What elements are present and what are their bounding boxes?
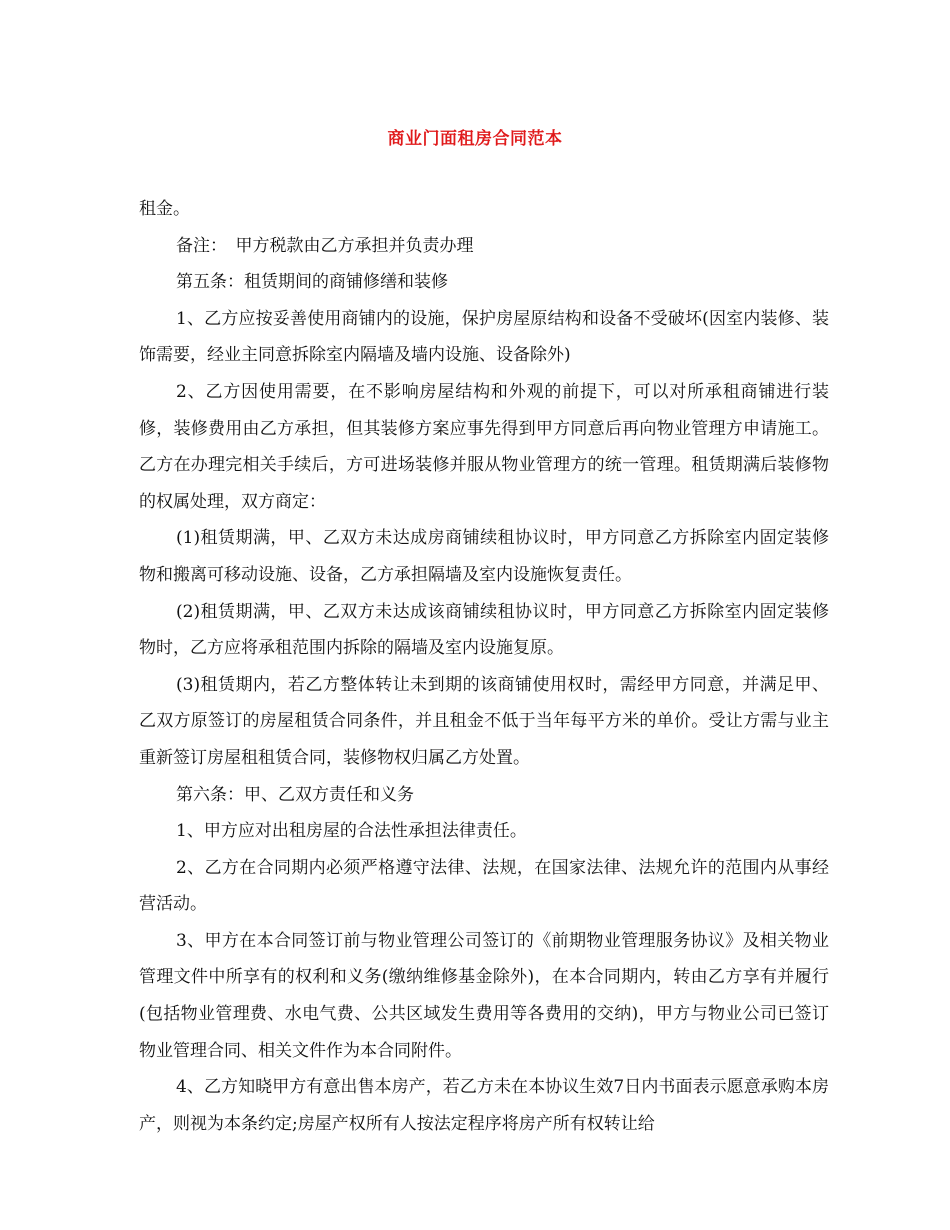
paragraph-article-six-item-4: 4、乙方知晓甲方有意出售本房产，若乙方未在本协议生效7日内书面表示愿意承购本房产，则视为本条约定;房屋产权所有人按法定程序将房产所有权转让给 — [139, 1077, 829, 1134]
paragraph-article-six-item-3: 3、甲方在本合同签订前与物业管理公司签订的《前期物业管理服务协议》及相关物业管理文件中所享有的权利和义务(缴纳维修基金除外)，在本合同期内，转由乙方享有并履行(包括物业管理费、水电气费、公共区域发生费用等各费用的交纳)，甲方与物业公司已签订物业管理合同、相关文件作为本合同附件。 — [139, 930, 829, 1061]
paragraph-article-six-item-2: 2、乙方在合同期内必须严格遵守法律、法规，在国家法律、法规允许的范围内从事经营活动。 — [139, 857, 829, 915]
paragraph-article-five-item-1: 1、乙方应按妥善使用商铺内的设施，保护房屋原结构和设备不受破坏(因室内装修、装饰需要，经业主同意拆除室内隔墙及墙内设施、设备除外) — [139, 308, 829, 366]
paragraph-article-six-heading: 第六条：甲、乙双方责任和义务 — [176, 784, 414, 805]
paragraph-article-five-item-2: 2、乙方因使用需要，在不影响房屋结构和外观的前提下，可以对所承租商铺进行装修，装修费用由乙方承担，但其装修方案应事先得到甲方同意后再向物业管理方申请施工。乙方在办理完相关手续后，方可进场装修并服从物业管理方的统一管理。租赁期满后装修物的权属处理，双方商定： — [139, 381, 829, 512]
paragraph-rent-continued: 租金。 — [139, 199, 190, 219]
paragraph-article-six-item-1: 1、甲方应对出租房屋的合法性承担法律责任。 — [176, 821, 527, 842]
paragraph-remark: 备注： 甲方税款由乙方承担并负责办理 — [176, 235, 474, 256]
document-body — [139, 191, 829, 1142]
paragraph-subitem-3: (3)租赁期内，若乙方整体转让未到期的该商铺使用权时，需经甲方同意，并满足甲、乙双方原签订的房屋租赁合同条件，并且租金不低于当年每平方米的单价。受让方需与业主重新签订房屋租租赁合同，装修物权归属乙方处置。 — [139, 674, 829, 768]
paragraph-subitem-2: (2)租赁期满，甲、乙双方未达成该商铺续租协议时，甲方同意乙方拆除室内固定装修物时，乙方应将承租范围内拆除的隔墙及室内设施复原。 — [139, 601, 829, 659]
document-title: 商业门面租房合同范本 — [387, 129, 563, 149]
paragraph-article-five-heading: 第五条：租赁期间的商铺修缮和装修 — [176, 272, 448, 293]
paragraph-subitem-1: (1)租赁期满，甲、乙双方未达成房商铺续租协议时，甲方同意乙方拆除室内固定装修物和搬离可移动设施、设备，乙方承担隔墙及室内设施恢复责任。 — [139, 528, 829, 585]
